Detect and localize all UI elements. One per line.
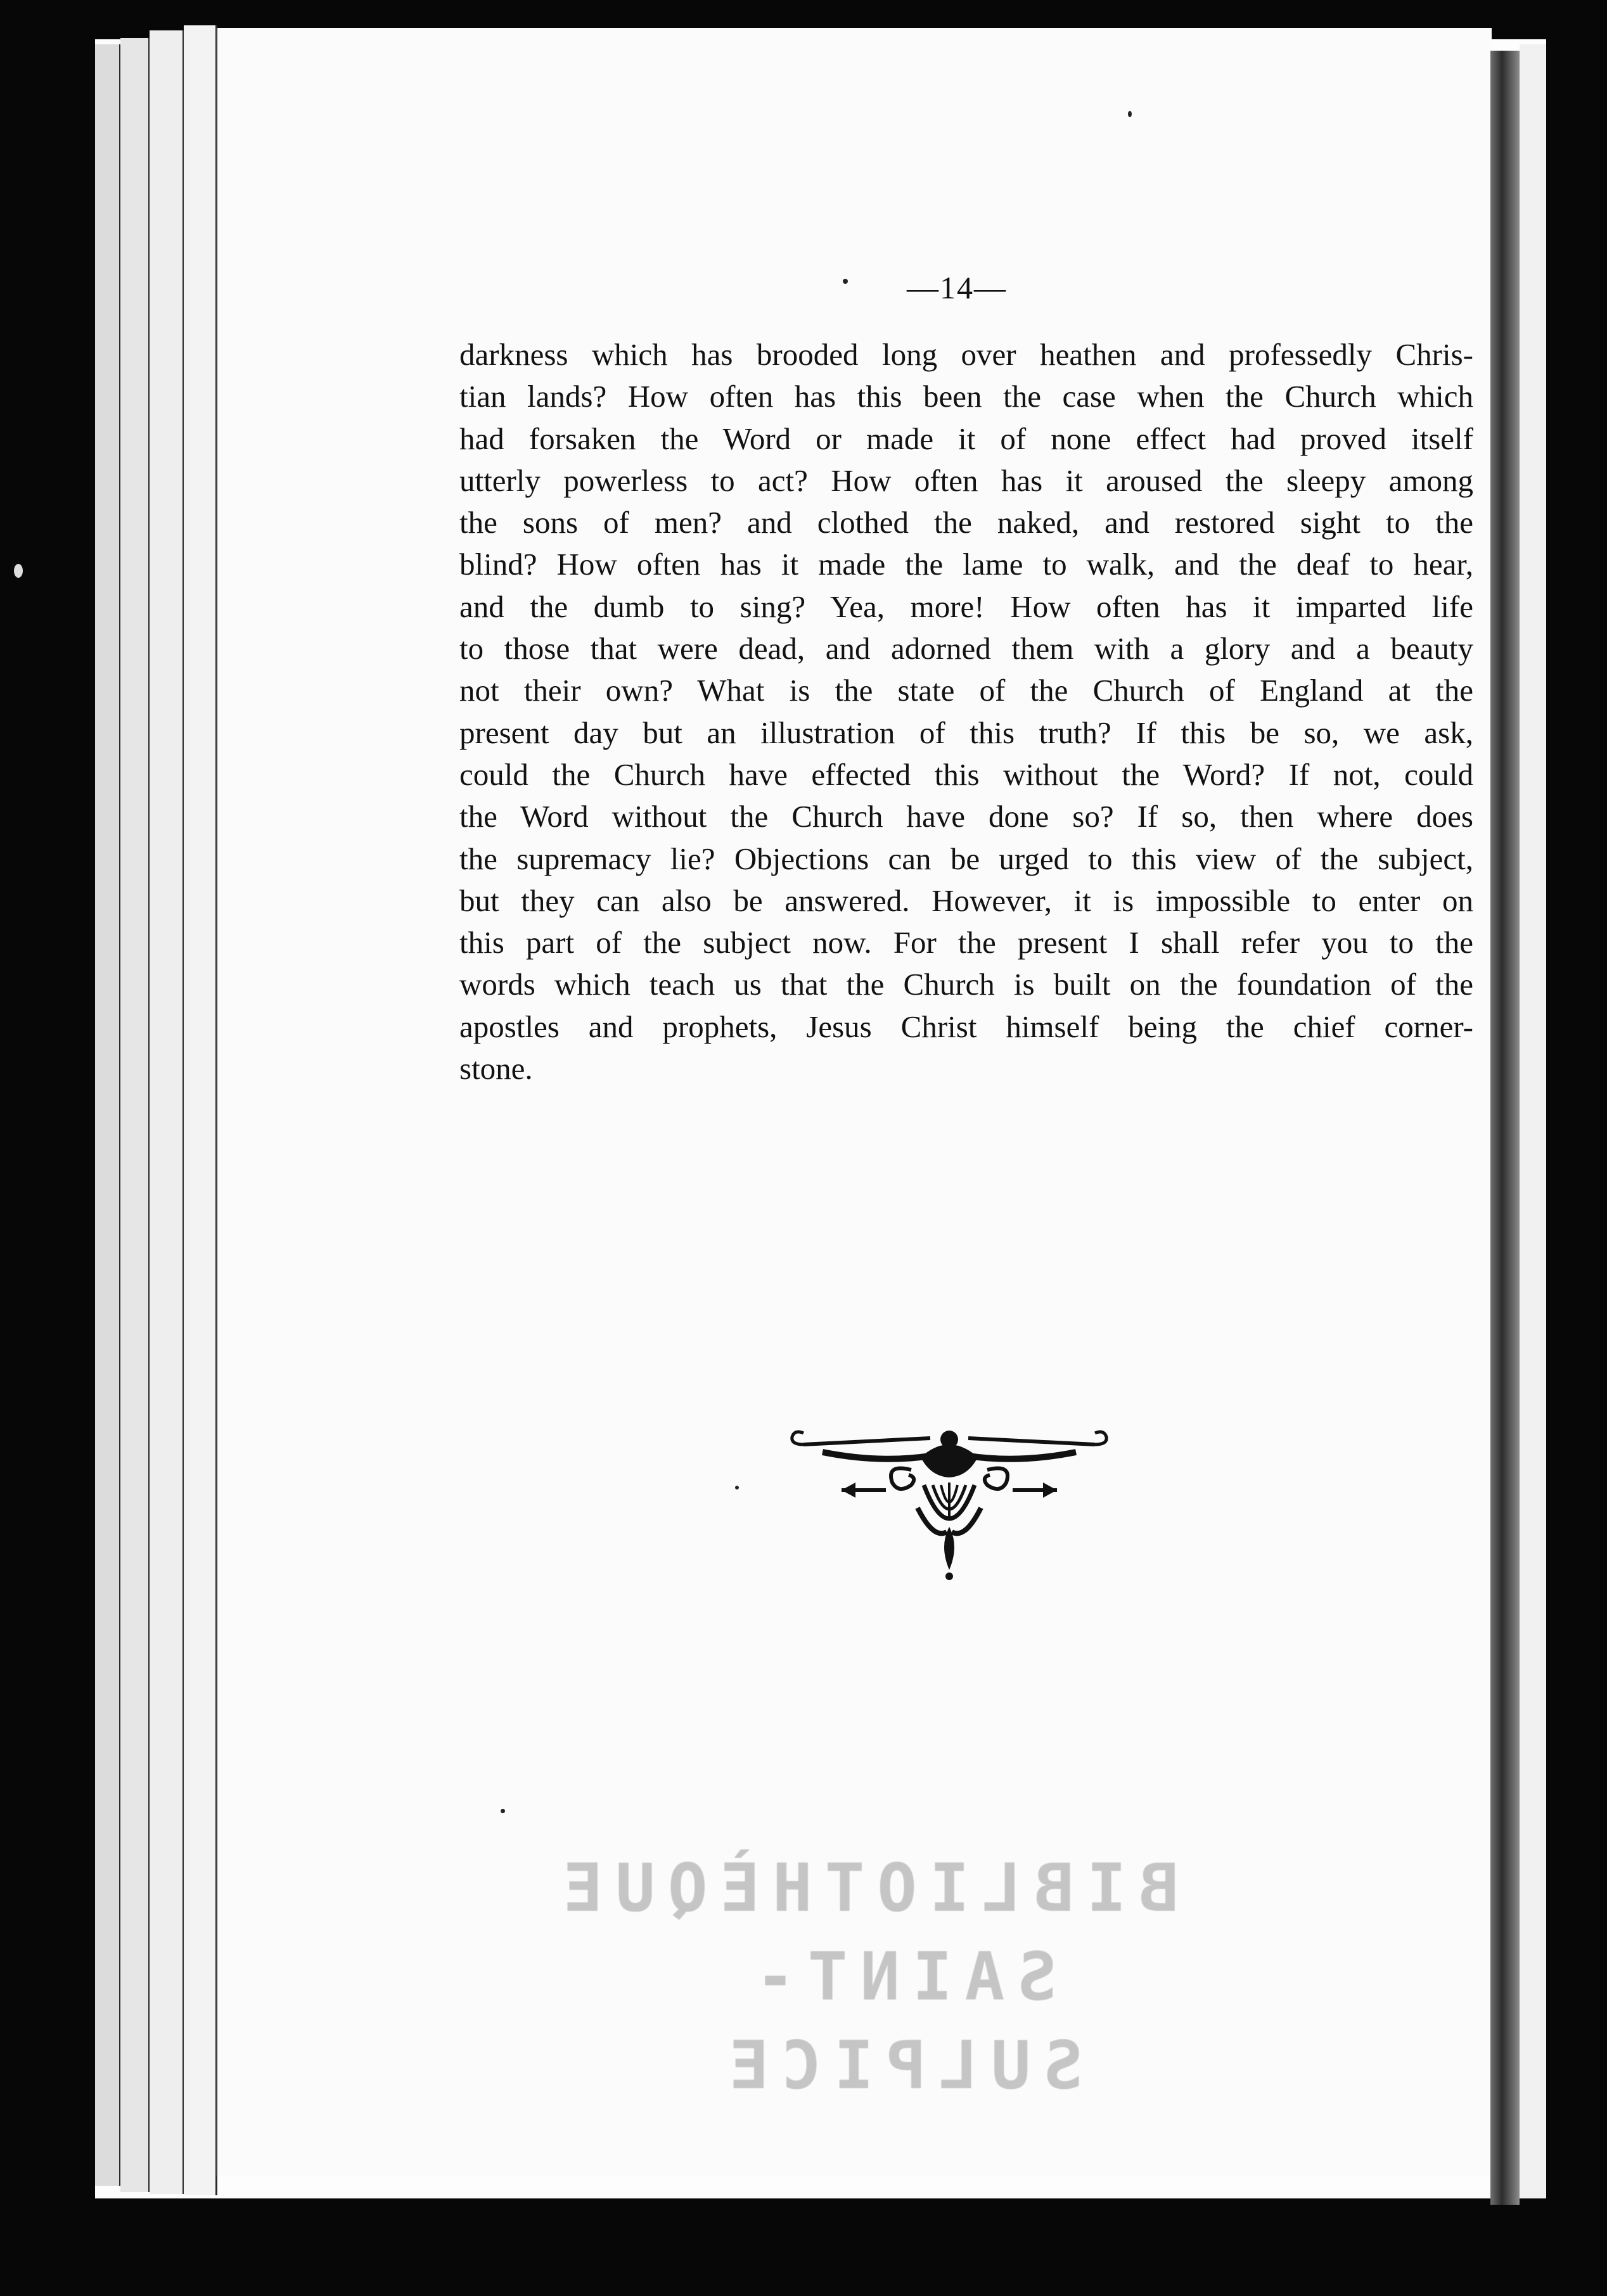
text-line: the supremacy lie? Objections can be urged to this view of the subject, <box>459 841 1473 876</box>
text-line: but they can also be answered. However, it is impossible to enter on <box>459 883 1473 918</box>
library-stamp <box>550 1844 1179 2110</box>
text-line: stone. <box>459 1051 533 1087</box>
text-line: not their own? What is the state of the Church of England at the <box>459 673 1473 708</box>
text-line: blind? How often has it made the lame to walk, and the deaf to hear, <box>459 547 1473 582</box>
scan-speck <box>1128 111 1132 117</box>
scan-border-right <box>1546 0 1607 2296</box>
text-line: tian lands? How often has this been the case when the Church which <box>459 379 1473 414</box>
text-line: had forsaken the Word or made it of none effect had proved itself <box>459 421 1473 456</box>
text-line: this part of the subject now. For the present I shall refer you to the <box>459 925 1473 960</box>
page-edge <box>120 38 150 2192</box>
page-number: —14— <box>907 270 1007 305</box>
text-line: the Word without the Church have done so? If so, then where does <box>459 799 1473 834</box>
scan-speck <box>501 1809 505 1813</box>
body-text <box>459 334 1473 1090</box>
scan-border-bottom <box>0 2198 1607 2296</box>
page-edge <box>95 44 121 2186</box>
scan-border-left <box>0 0 95 2296</box>
text-line: the sons of men? and clothed the naked, and restored sight to the <box>459 505 1473 540</box>
scan-speck <box>14 564 23 578</box>
page-edge <box>184 25 217 2195</box>
text-line: and the dumb to sing? Yea, more! How often has it imparted life <box>459 589 1473 624</box>
tailpiece-ornament <box>784 1419 1114 1584</box>
text-line: present day but an illustration of this truth? If this be so, we ask, <box>459 715 1473 750</box>
stamp-line: BIBLIOTHÈQUE <box>550 1849 1179 1927</box>
scan-speck <box>843 279 848 284</box>
book-gutter <box>1490 51 1520 2205</box>
text-line: to those that were dead, and adorned them with a glory and a beauty <box>459 631 1473 666</box>
text-line: words which teach us that the Church is built on the foundation of the <box>459 967 1473 1002</box>
text-line: darkness which has brooded long over heathen and professedly Chris- <box>459 337 1473 372</box>
text-line: could the Church have effected this without the Word? If not, could <box>459 756 1473 792</box>
facing-page-edge <box>1520 44 1546 2198</box>
stamp-line: SAINT-SULPICE <box>716 1938 1084 2104</box>
text-line: utterly powerless to act? How often has it aroused the sleepy among <box>459 462 1473 498</box>
scan-speck <box>735 1486 739 1489</box>
page-edge <box>150 30 184 2194</box>
text-line: apostles and prophets, Jesus Christ himself being the chief corner- <box>459 1009 1473 1044</box>
